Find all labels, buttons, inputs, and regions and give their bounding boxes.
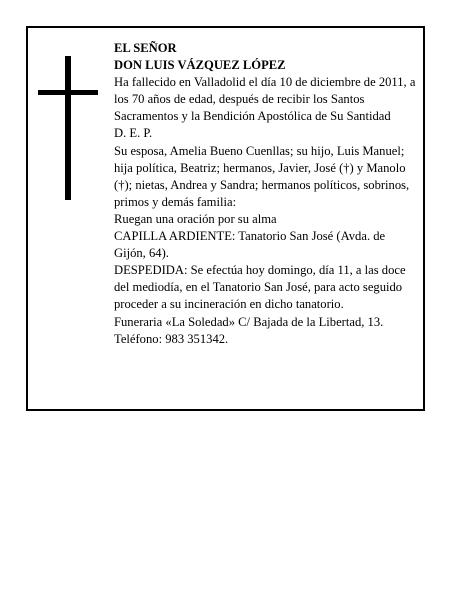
chapel-of-rest: CAPILLA ARDIENTE: Tanatorio San José (Avda. de Gijón, 64). — [114, 229, 386, 261]
family-list: Su esposa, Amelia Bueno Cuenllas; su hijo, Luis Manuel; hija política, Beatriz; hermanos, Javier, José (†) y Manolo (†); nietas, Andrea y Sandra; hermanos políticos, sobrinos, primos y demás familia: — [114, 143, 410, 209]
notice-body — [114, 40, 416, 348]
cross-horizontal-bar — [38, 90, 98, 95]
rest-in-peace: D. E. P. — [114, 126, 153, 141]
funeral-home: Funeraria «La Soledad» C/ Bajada de la Libertad, 13. Teléfono: 983 351342. — [114, 314, 384, 346]
notice-heading-title: EL SEÑOR — [114, 41, 177, 55]
death-announcement: Ha fallecido en Valladolid el día 10 de diciembre de 2011, a los 70 años de edad, después de recibir los Santos Sacramentos y la Bendición Apostólica de Su Santidad — [114, 75, 416, 124]
obituary-notice — [26, 26, 425, 411]
prayer-request: Ruegan una oración por su alma — [114, 211, 277, 226]
deceased-name: DON LUIS VÁZQUEZ LÓPEZ — [114, 58, 286, 73]
latin-cross-icon — [38, 56, 98, 200]
cross-vertical-bar — [65, 56, 71, 200]
farewell-details: DESPEDIDA: Se efectúa hoy domingo, día 11, a las doce del mediodía, en el Tanatorio San José, para acto seguido proceder a su incineración en dicho tanatorio. — [114, 263, 406, 312]
